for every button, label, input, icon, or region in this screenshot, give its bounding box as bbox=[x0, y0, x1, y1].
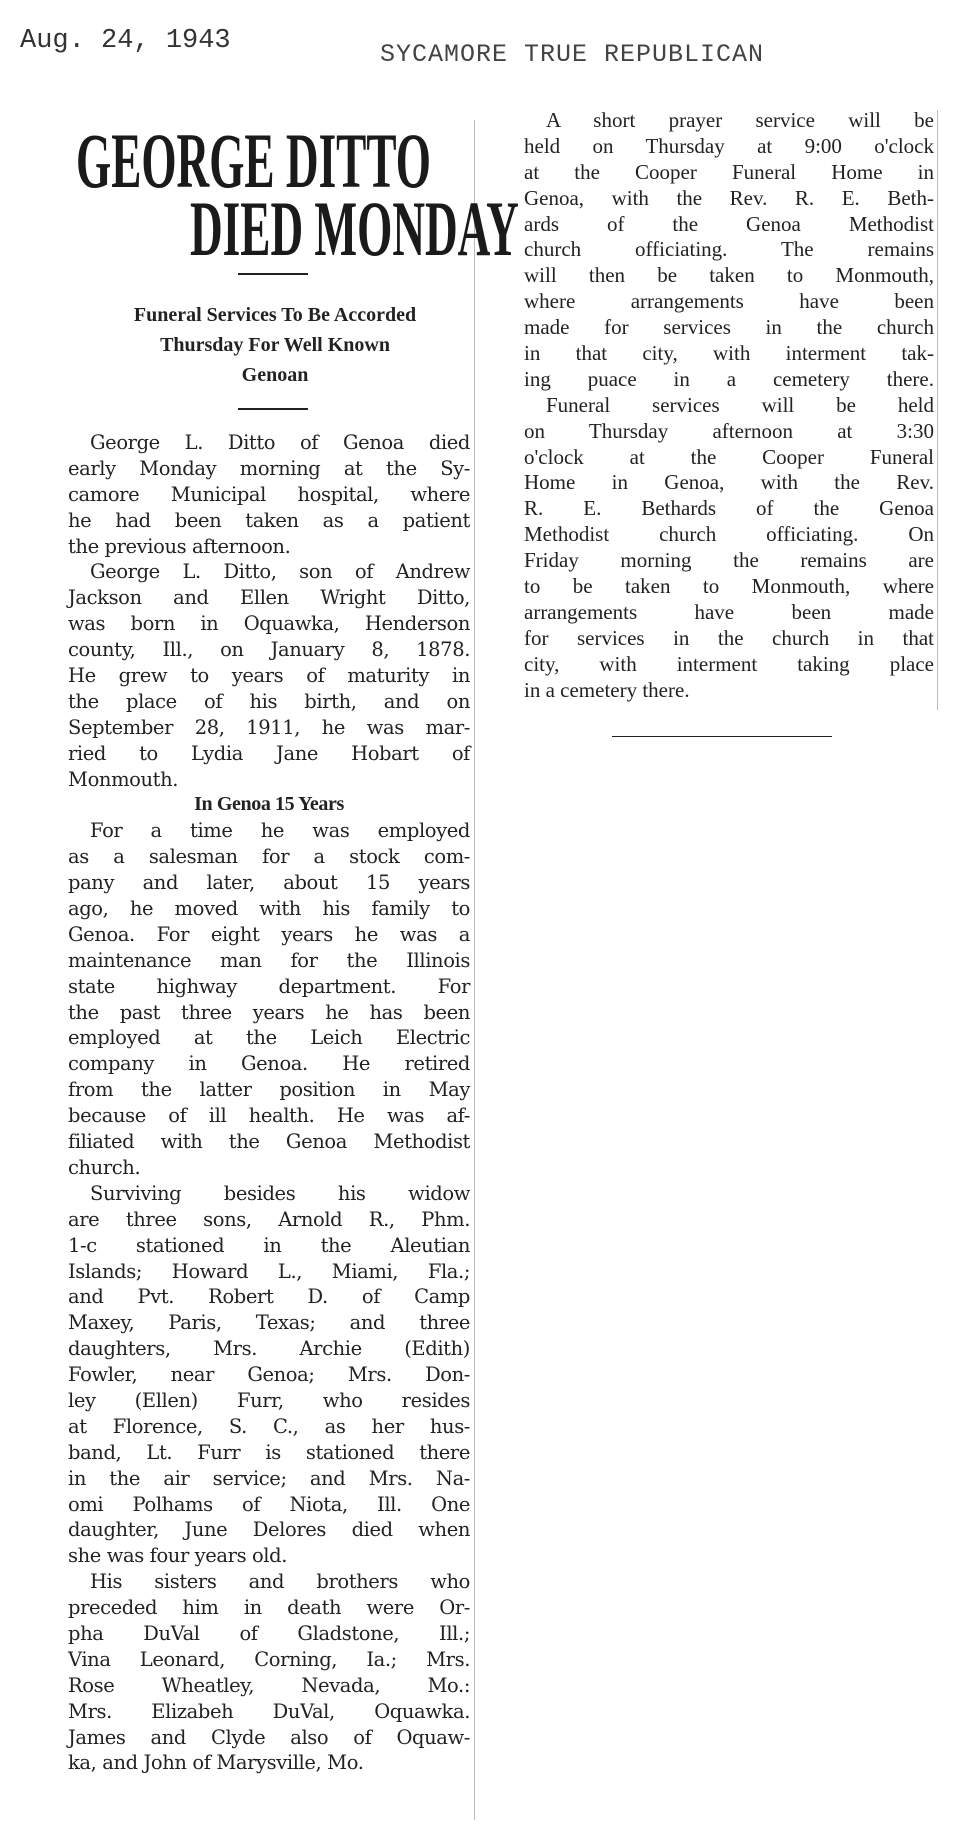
newspaper-name: SYCAMORE TRUE REPUBLICAN bbox=[380, 40, 765, 69]
text-line: ley (Ellen) Furr, who resides bbox=[68, 1388, 470, 1412]
text-line: James and Clyde also of Oquaw- bbox=[68, 1725, 470, 1749]
text-line: ka, and John of Marysville, Mo. bbox=[68, 1751, 364, 1775]
text-line: Home in Genoa, with the Rev. bbox=[524, 470, 934, 495]
text-line: Friday morning the remains are bbox=[524, 548, 934, 573]
article-right-column bbox=[524, 108, 934, 703]
text-line: the past three years he has been bbox=[68, 1000, 470, 1024]
subheadline-line: Genoan bbox=[241, 364, 309, 386]
text-line: will then be taken to Monmouth, bbox=[524, 263, 934, 288]
text-line: George L. Ditto of Genoa died bbox=[90, 431, 470, 454]
text-line: arrangements have been made bbox=[524, 599, 934, 624]
text-line: Genoa. For eight years he was a bbox=[68, 922, 470, 946]
text-line: in a cemetery there. bbox=[524, 677, 690, 702]
text-line: Maxey, Paris, Texas; and three bbox=[68, 1311, 470, 1335]
text-line: Islands; Howard L., Miami, Fla.; bbox=[68, 1259, 470, 1283]
text-line: George L. Ditto, son of Andrew bbox=[90, 560, 470, 584]
text-line: to be taken to Monmouth, where bbox=[524, 574, 934, 599]
article-left-column bbox=[68, 430, 470, 1776]
text-line: ing puace in a cemetery there. bbox=[524, 366, 934, 391]
text-line: state highway department. For bbox=[68, 974, 470, 998]
subheadline bbox=[70, 300, 480, 390]
section-subheading: In Genoa 15 Years bbox=[194, 793, 344, 816]
text-line: omi Polhams of Niota, Ill. One bbox=[68, 1492, 470, 1516]
text-line: where arrangements have been bbox=[524, 289, 934, 314]
text-line: ards of the Genoa Methodist bbox=[524, 211, 934, 236]
text-line: band, Lt. Furr is stationed there bbox=[68, 1440, 470, 1464]
text-line: church. bbox=[68, 1155, 141, 1179]
text-line: September 28, 1911, he was mar- bbox=[68, 715, 470, 739]
text-line: she was four years old. bbox=[68, 1544, 288, 1568]
divider-rule bbox=[238, 273, 308, 275]
text-line: 1-c stationed in the Aleutian bbox=[68, 1233, 470, 1257]
text-line: he had been taken as a patient bbox=[68, 508, 470, 532]
text-line: o'clock at the Cooper Funeral bbox=[524, 444, 934, 469]
text-line: Mrs. Elizabeh DuVal, Oquawka. bbox=[68, 1699, 470, 1723]
text-line: in that city, with interment tak- bbox=[524, 341, 934, 366]
text-line: ried to Lydia Jane Hobart of bbox=[68, 741, 470, 765]
headline-line-2: DIED MONDAY bbox=[190, 185, 519, 272]
text-line: camore Municipal hospital, where bbox=[68, 482, 470, 506]
text-line: for services in the church in that bbox=[524, 625, 934, 650]
text-line: held on Thursday at 9:00 o'clock bbox=[524, 133, 934, 158]
text-line: are three sons, Arnold R., Phm. bbox=[68, 1207, 470, 1231]
text-line: at the Cooper Funeral Home in bbox=[524, 159, 934, 184]
text-line: ago, he moved with his family to bbox=[68, 897, 470, 921]
text-line: preceded him in death were Or- bbox=[68, 1596, 470, 1620]
text-line: pany and later, about 15 years bbox=[68, 871, 470, 895]
text-line: made for services in the church bbox=[524, 315, 934, 340]
text-line: early Monday morning at the Sy- bbox=[68, 456, 470, 480]
text-line: A short prayer service will be bbox=[546, 108, 934, 132]
text-line: daughter, June Delores died when bbox=[68, 1518, 470, 1542]
text-line: the previous afternoon. bbox=[68, 534, 291, 558]
text-line: His sisters and brothers who bbox=[90, 1570, 470, 1594]
text-line: filiated with the Genoa Methodist bbox=[68, 1130, 470, 1154]
text-line: in the air service; and Mrs. Na- bbox=[68, 1466, 470, 1490]
text-line: pha DuVal of Gladstone, Ill.; bbox=[68, 1621, 470, 1645]
text-line: R. E. Bethards of the Genoa bbox=[524, 496, 934, 521]
text-line: He grew to years of maturity in bbox=[68, 664, 470, 688]
text-line: company in Genoa. He retired bbox=[68, 1052, 470, 1076]
text-line: the place of his birth, and on bbox=[68, 689, 470, 713]
text-line: was born in Oquawka, Henderson bbox=[68, 612, 470, 636]
headline-line-1: GEORGE DITTO bbox=[76, 117, 431, 204]
text-line: on Thursday afternoon at 3:30 bbox=[524, 418, 934, 443]
text-line: Fowler, near Genoa; Mrs. Don- bbox=[68, 1363, 470, 1387]
text-line: Vina Leonard, Corning, Ia.; Mrs. bbox=[68, 1647, 470, 1671]
text-line: maintenance man for the Illinois bbox=[68, 948, 470, 972]
text-line: church officiating. The remains bbox=[524, 237, 934, 262]
text-line: because of ill health. He was af- bbox=[68, 1104, 470, 1128]
text-line: employed at the Leich Electric bbox=[68, 1026, 470, 1050]
text-line: Funeral services will be held bbox=[546, 392, 934, 417]
column-edge bbox=[937, 110, 938, 710]
text-line: as a salesman for a stock com- bbox=[68, 845, 470, 869]
text-line: county, Ill., on January 8, 1878. bbox=[68, 638, 470, 662]
text-line: city, with interment taking place bbox=[524, 651, 934, 676]
end-rule bbox=[612, 736, 832, 737]
text-line: and Pvt. Robert D. of Camp bbox=[68, 1285, 470, 1309]
text-line: at Florence, S. C., as her hus- bbox=[68, 1414, 470, 1438]
text-line: daughters, Mrs. Archie (Edith) bbox=[68, 1337, 470, 1361]
subheadline-line: Funeral Services To Be Accorded bbox=[133, 304, 417, 326]
text-line: Surviving besides his widow bbox=[90, 1181, 470, 1205]
text-line: Rose Wheatley, Nevada, Mo.: bbox=[68, 1673, 470, 1697]
text-line: Jackson and Ellen Wright Ditto, bbox=[68, 586, 470, 610]
text-line: Methodist church officiating. On bbox=[524, 522, 934, 547]
text-line: Monmouth. bbox=[68, 767, 179, 791]
text-line: For a time he was employed bbox=[90, 819, 470, 843]
divider-rule bbox=[238, 408, 308, 410]
clipping-date: Aug. 24, 1943 bbox=[20, 26, 231, 56]
text-line: Genoa, with the Rev. R. E. Beth- bbox=[524, 185, 934, 210]
subheadline-line: Thursday For Well Known bbox=[160, 334, 390, 356]
text-line: from the latter position in May bbox=[68, 1078, 470, 1102]
